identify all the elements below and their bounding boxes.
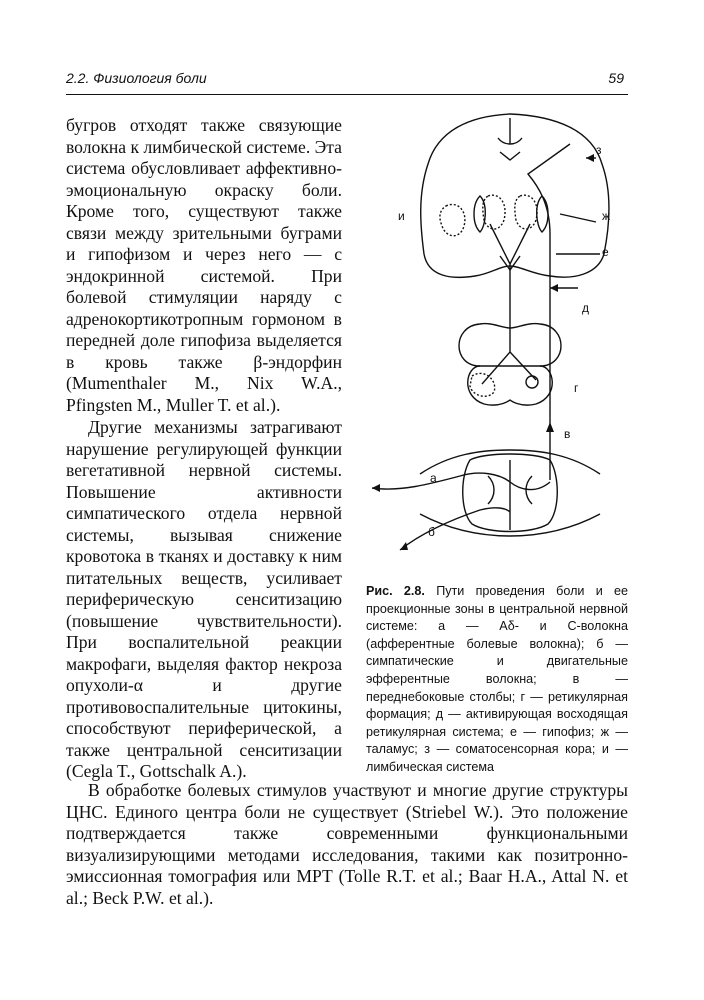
label-g: г	[574, 381, 579, 395]
running-header	[66, 66, 628, 95]
label-i: и	[398, 209, 405, 223]
label-zh: ж	[602, 209, 611, 223]
paragraph-full-width: В обработке болевых стимулов участвуют и многие другие структуры ЦНС. Единого центра боли не существует (Striebel W.). Это положение подтверждается также современными функциональными визуализирующими методами исследования, такими как позитронно-эмиссионная томография или МРТ (Tolle R.T. et al.; Baar H.A., Attal N. et al.; Beck P.W. et al.).	[66, 780, 628, 908]
label-v: в	[564, 427, 571, 441]
figure-pain-pathways	[360, 104, 628, 574]
label-b: б	[428, 525, 435, 539]
paragraph: Другие механизмы затрагивают нарушение регулирующей функции вегетативной нервной системы. Повышение активности симпатического отдела нервной системы, вызывая снижение кровотока в тканях и доставку к ним питательных веществ, усиливает периферическую сенситизацию (повышение чувствительности). При воспалительной реакции макрофаги, выделяя фактор некроза опухоли-α и другие противовоспалительные цитокины, способствуют периферической, а также центральной сенситизации (Cegla T., Gottschalk A.).	[66, 417, 342, 781]
section-title: 2.2. Физиология боли	[66, 70, 207, 86]
label-d: д	[582, 301, 590, 315]
pain-pathways-diagram	[360, 104, 628, 574]
label-a: а	[430, 471, 437, 485]
label-z: з	[596, 143, 602, 157]
label-e: е	[602, 245, 609, 259]
caption-text: Пути проведения боли и ее проекционные зоны в центральной нервной системе: а — Aδ- и С-волокна (афферентные болевые волокна); б — симпатические и двигательные эфферентные волокна; в — переднебоковые столбы; г — ретикулярная формация; д — активирующая восходящая ретикулярная система; е — гипофиз; ж — таламус; з — соматосенсорная кора; и — лимбическая система	[366, 584, 629, 774]
caption-label: Рис. 2.8.	[366, 584, 425, 598]
figure-caption	[366, 583, 628, 777]
page-number: 59	[608, 70, 624, 86]
paragraph: бугров отходят также связующие волокна к лимбической системе. Эта система обусловливает аффективно-эмоциональную окраску боли. Кроме того, существуют также связи между зрительными буграми и гипофизом и через него — с эндокринной системой. При болевой стимуляции наряду с адренокортикотропным гормоном в передней доле гипофиза выделяется в кровь также β-эндорфин (Mumenthaler M., Nix W.A., Pfingsten M., Muller T. et al.).	[66, 115, 342, 415]
left-text-column	[66, 115, 342, 783]
